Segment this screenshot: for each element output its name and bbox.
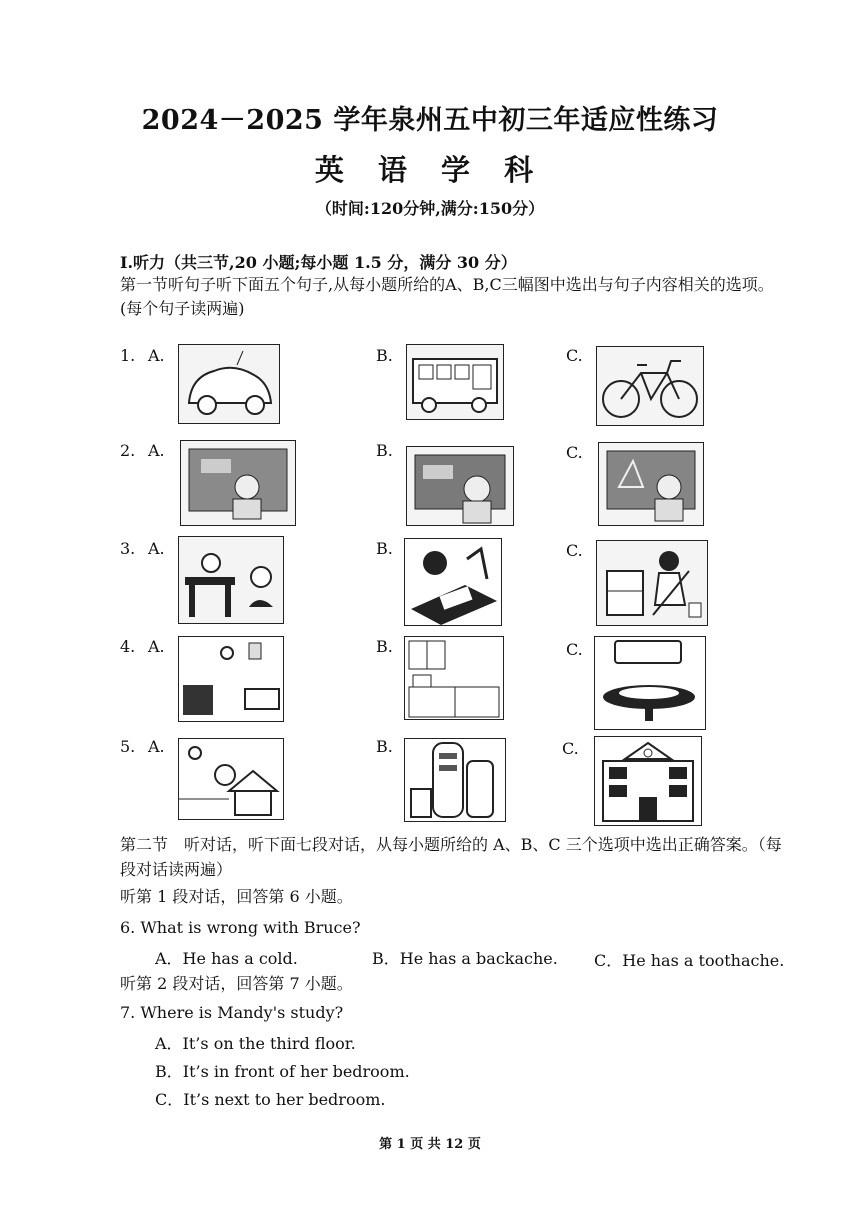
option-label: C. <box>562 739 579 758</box>
option-label: C. <box>566 443 583 462</box>
q6-option-c: C．He has a toothache. <box>594 951 785 970</box>
option-label: A. <box>148 539 165 558</box>
mopping-picture <box>596 540 708 626</box>
question-number: 2. <box>120 441 136 460</box>
option-label: B. <box>376 539 393 558</box>
question-number: 3. <box>120 539 136 558</box>
option-label: A. <box>148 737 165 756</box>
messy-room-picture <box>178 536 284 624</box>
math-teacher-picture <box>598 442 704 526</box>
option-label: B. <box>376 346 393 365</box>
question-7: 7. Where is Mandy's study? <box>120 1003 344 1022</box>
exam-title: 2024－2025 学年泉州五中初三年适应性练习 <box>141 105 719 136</box>
option-label: B. <box>376 637 393 656</box>
q7-option-b: B．It’s in front of her bedroom. <box>155 1062 410 1081</box>
english-teacher-picture <box>406 446 514 526</box>
section2-instruction: 第二节 听对话，听下面七段对话，从每小题所给的 A、B、C 三个选项中选出正确答案。（每段对话读两遍） <box>120 835 782 879</box>
studying-picture <box>404 538 502 626</box>
bicycle-picture <box>596 346 704 426</box>
section1-instruction: 第一节听句子听下面五个句子,从每小题所给的A、B,C三幅图中选出与句子内容相关的选项。(每个句子读两遍) <box>120 275 774 318</box>
bus-picture <box>406 344 504 420</box>
bathroom-picture <box>594 636 706 730</box>
question-6: 6. What is wrong with Bruce? <box>120 918 361 937</box>
option-label: A. <box>148 441 165 460</box>
city-picture <box>404 738 506 822</box>
exam-subject: 英 语 学 科 <box>314 153 546 187</box>
car-picture <box>178 344 280 424</box>
question-number: 5. <box>120 737 136 756</box>
exam-time-info: （时间:120分钟,满分:150分） <box>315 199 545 218</box>
school-building-picture <box>594 736 702 826</box>
option-label: B. <box>376 441 393 460</box>
q7-option-a: A．It’s on the third floor. <box>155 1034 356 1053</box>
question-number: 4. <box>120 637 136 656</box>
q6-option-a: A．He has a cold. <box>155 949 298 968</box>
option-label: C. <box>566 640 583 659</box>
q6-option-b: B．He has a backache. <box>372 949 558 968</box>
listening-heading: I.听力（共三节,20 小题;每小题 1.5 分，满分 30 分） <box>120 253 517 272</box>
option-label: A. <box>148 346 165 365</box>
bedroom-picture <box>178 636 284 722</box>
option-label: B. <box>376 737 393 756</box>
option-label: C. <box>566 541 583 560</box>
dialog1-intro: 听第 1 段对话，回答第 6 小题。 <box>120 887 353 906</box>
page-number: 第 1 页 共 12 页 <box>379 1137 481 1152</box>
countryside-picture <box>178 738 284 820</box>
kitchen-picture <box>404 636 504 720</box>
question-number: 1. <box>120 346 136 365</box>
chinese-teacher-picture <box>180 440 296 526</box>
option-label: C. <box>566 346 583 365</box>
dialog2-intro: 听第 2 段对话，回答第 7 小题。 <box>120 974 353 993</box>
q7-option-c: C．It’s next to her bedroom. <box>155 1090 386 1109</box>
option-label: A. <box>148 637 165 656</box>
